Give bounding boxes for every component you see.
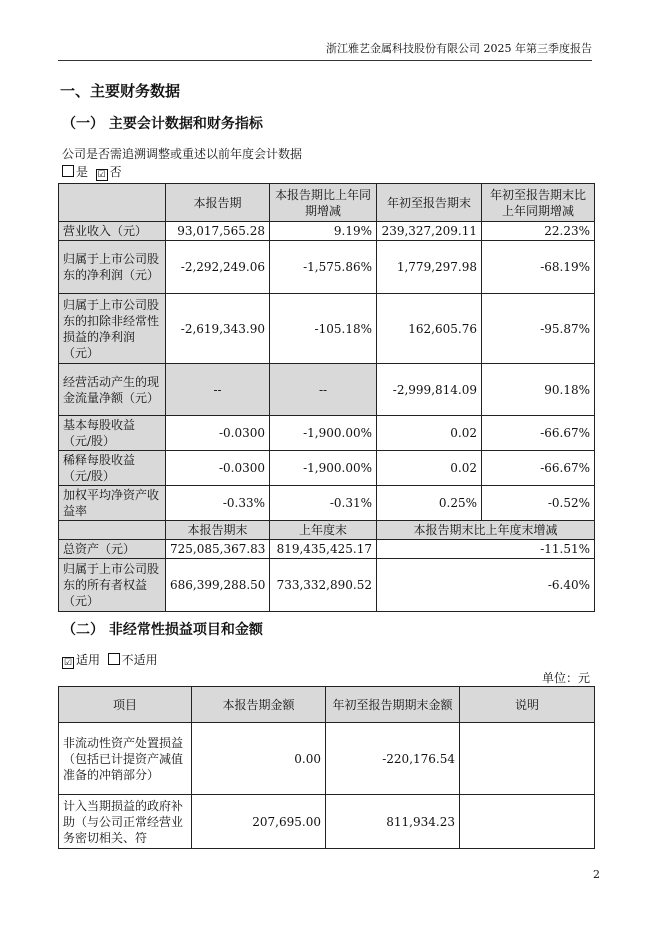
section-title-main-financial-data: 一、主要财务数据 (60, 82, 181, 100)
cell-value: 1,779,297.98 (377, 241, 482, 294)
cell-value: -66.67% (482, 451, 595, 486)
cell-value: 0.02 (377, 451, 482, 486)
table1-header: 本报告期 (166, 184, 270, 222)
cell-value: -0.52% (482, 486, 595, 521)
row-label: 归属于上市公司股东的所有者权益（元） (59, 559, 166, 612)
cell-value: -0.0300 (166, 451, 270, 486)
cell-value: -- (270, 364, 377, 416)
cell-value: 0.25% (377, 486, 482, 521)
cell-value: -68.19% (482, 241, 595, 294)
row-label: 总资产（元） (59, 540, 166, 559)
applicability-options (62, 651, 158, 669)
cell-note (460, 795, 595, 849)
table1-header2: 本报告期末比上年度末增减 (377, 521, 595, 540)
row-label: 归属于上市公司股东的扣除非经常性损益的净利润（元） (59, 294, 166, 364)
cell-value: -1,900.00% (270, 416, 377, 451)
row-label: 归属于上市公司股东的净利润（元） (59, 241, 166, 294)
cell-value: 162,605.76 (377, 294, 482, 364)
table-row (59, 486, 595, 521)
table-row (59, 559, 595, 612)
cell-value: -0.31% (270, 486, 377, 521)
cell-value: 93,017,565.28 (166, 222, 270, 241)
cell-value: -6.40% (377, 559, 595, 612)
table1-header2: 上年度末 (270, 521, 377, 540)
table-row (59, 241, 595, 294)
cell-value: -11.51% (377, 540, 595, 559)
table1-header2: 本报告期末 (166, 521, 270, 540)
cell-value: -2,999,814.09 (377, 364, 482, 416)
row-label: 基本每股收益（元/股） (59, 416, 166, 451)
table1-corner-cell-2 (59, 521, 166, 540)
table1-header: 本报告期比上年同期增减 (270, 184, 377, 222)
section-title-non-recurring: （二） 非经常性损益项目和金额 (62, 622, 263, 638)
cell-value: 811,934.23 (326, 795, 460, 849)
row-label: 稀释每股收益（元/股） (59, 451, 166, 486)
option-apply-label: 适用 (76, 653, 101, 667)
section-title-accounting-data: （一） 主要会计数据和财务指标 (62, 116, 263, 132)
cell-value: 0.00 (192, 723, 326, 795)
table2-header: 说明 (460, 687, 595, 723)
checkbox-yes[interactable] (62, 165, 74, 177)
option-no-label: 否 (109, 165, 122, 179)
row-label: 非流动性资产处置损益（包括已计提资产减值准备的冲销部分） (59, 723, 192, 795)
option-yes-label: 是 (76, 165, 89, 179)
cell-value: -95.87% (482, 294, 595, 364)
table-row (59, 364, 595, 416)
table-row (59, 416, 595, 451)
table-row (59, 294, 595, 364)
cell-value: -2,292,249.06 (166, 241, 270, 294)
table-row (59, 723, 595, 795)
cell-value: -0.0300 (166, 416, 270, 451)
cell-value: 9.19% (270, 222, 377, 241)
cell-value: -1,900.00% (270, 451, 377, 486)
cell-value: 725,085,367.83 (166, 540, 270, 559)
cell-value: 686,399,288.50 (166, 559, 270, 612)
table-row (59, 540, 595, 559)
checkbox-no[interactable]: ☑ (97, 170, 106, 180)
non-recurring-table (58, 686, 595, 849)
row-label: 经营活动产生的现金流量净额（元） (59, 364, 166, 416)
cell-value: 90.18% (482, 364, 595, 416)
cell-value: 22.23% (482, 222, 595, 241)
cell-value: -220,176.54 (326, 723, 460, 795)
table-row (59, 795, 595, 849)
row-label: 加权平均净资产收益率 (59, 486, 166, 521)
cell-value: 239,327,209.11 (377, 222, 482, 241)
checkbox-not-apply[interactable] (108, 653, 120, 665)
cell-value: 733,332,890.52 (270, 559, 377, 612)
cell-value: 0.02 (377, 416, 482, 451)
checkbox-apply[interactable]: ☑ (63, 658, 73, 668)
table1-header: 年初至报告期末 (377, 184, 482, 222)
restatement-options (62, 163, 122, 181)
accounting-data-table (58, 183, 595, 612)
cell-value: -66.67% (482, 416, 595, 451)
option-not-apply-label: 不适用 (121, 653, 158, 667)
cell-value: -0.33% (166, 486, 270, 521)
table-row (59, 222, 595, 241)
table2-header: 年初至报告期期末金额 (326, 687, 460, 723)
cell-value: -- (166, 364, 270, 416)
page-header: 浙江雅艺金属科技股份有限公司 2025 年第三季度报告 (58, 40, 592, 61)
table2-header: 项目 (59, 687, 192, 723)
table1-corner-cell (59, 184, 166, 222)
table1-header: 年初至报告期末比上年同期增减 (482, 184, 595, 222)
cell-value: -105.18% (270, 294, 377, 364)
cell-value: -1,575.86% (270, 241, 377, 294)
cell-value: 207,695.00 (192, 795, 326, 849)
row-label: 营业收入（元） (59, 222, 166, 241)
page-number: 2 (593, 868, 600, 881)
unit-label: 单位：元 (541, 671, 590, 685)
restatement-question: 公司是否需追溯调整或重述以前年度会计数据 (62, 147, 303, 161)
table2-header: 本报告期金额 (192, 687, 326, 723)
cell-value: -2,619,343.90 (166, 294, 270, 364)
table-row (59, 451, 595, 486)
cell-value: 819,435,425.17 (270, 540, 377, 559)
row-label: 计入当期损益的政府补助（与公司正常经营业务密切相关、符 (59, 795, 192, 849)
cell-note (460, 723, 595, 795)
